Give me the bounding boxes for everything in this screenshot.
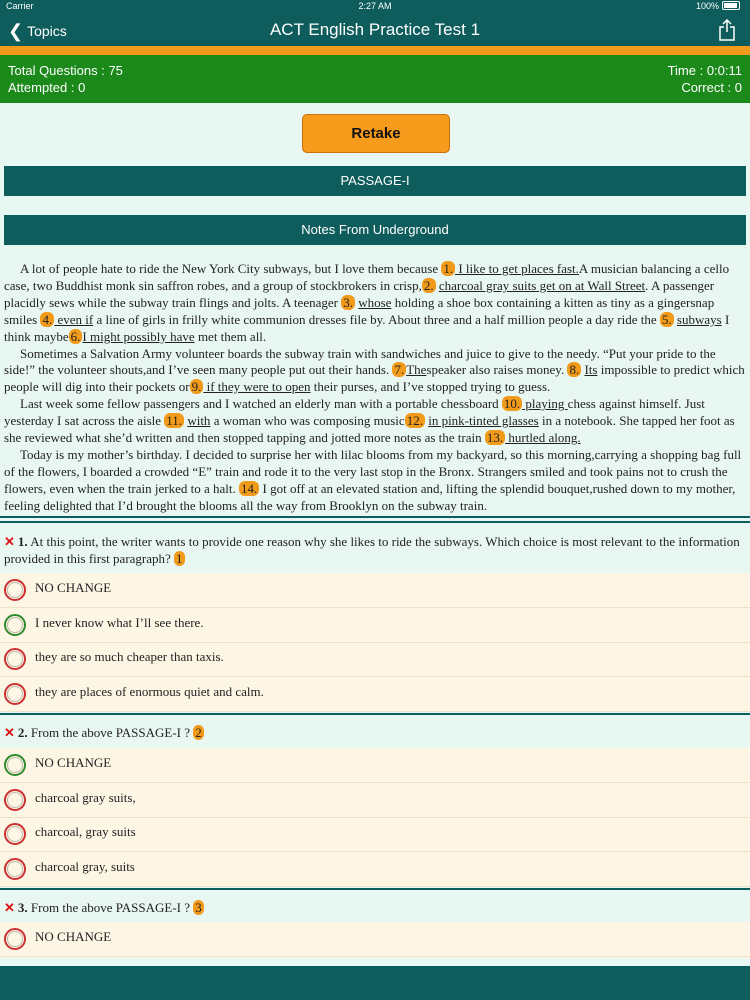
bottom-toolbar <box>0 966 750 1000</box>
radio-icon[interactable] <box>4 754 26 776</box>
options-list <box>0 748 750 887</box>
underlined-text: I might possibly have <box>82 328 195 344</box>
status-bar <box>0 0 750 14</box>
passage-label: PASSAGE-I <box>4 166 746 196</box>
underlined-text: if they were to open <box>203 379 311 395</box>
question-number: 1. <box>17 534 28 549</box>
question-header <box>4 533 746 567</box>
answer-option[interactable] <box>0 817 750 852</box>
passage-text: Last week some fellow passengers and I watched an elderly man with a portable chessboard <box>20 396 502 412</box>
divider <box>0 888 750 890</box>
option-label: I never know what I’ll see there. <box>35 614 204 630</box>
answer-option[interactable] <box>0 642 750 677</box>
option-label: charcoal, gray suits <box>35 824 136 839</box>
passage-paragraph <box>4 261 746 346</box>
clock: 2:27 AM <box>358 1 392 11</box>
question-number: 3. <box>17 900 28 915</box>
question-ref-badge: 1 <box>176 551 183 566</box>
radio-icon[interactable] <box>4 648 26 670</box>
question-marker[interactable]: 4. <box>42 311 53 327</box>
option-label: charcoal gray, suits <box>35 858 135 874</box>
question-marker[interactable]: 3. <box>343 294 353 310</box>
option-label: they are so much cheaper than taxis. <box>35 649 224 664</box>
question-marker[interactable]: 13. <box>486 430 504 446</box>
retake-button[interactable]: Retake <box>302 114 450 153</box>
question-ref-badge: 2 <box>195 725 202 740</box>
underlined-text: with <box>187 413 211 429</box>
passage-text: Sometimes a Salvation Army volunteer boards the subway train with sandwiches and juice to give to the needy. “Put your pride to the side!” the volunteer shouts,and I’ve seen many people put out their hands. <box>4 345 716 378</box>
question-marker[interactable]: 10. <box>503 396 521 412</box>
nav-bar <box>0 14 750 46</box>
answer-option[interactable] <box>0 852 750 887</box>
divider <box>0 516 750 518</box>
divider <box>0 521 750 523</box>
total-questions: Total Questions : 75 <box>8 63 123 78</box>
correct-count: Correct : 0 <box>681 80 742 95</box>
option-label: NO CHANGE <box>35 580 112 595</box>
radio-icon[interactable] <box>4 614 26 636</box>
accent-stripe <box>0 46 750 55</box>
question-text: From the above PASSAGE-I ? <box>30 900 191 915</box>
battery-icon <box>722 1 740 10</box>
passage-text: impossible to predict which people will dig into their pockets or <box>4 362 745 395</box>
divider <box>0 713 750 715</box>
battery-percent: 100% <box>695 1 719 11</box>
underlined-text: in pink-tinted glasses <box>428 413 539 429</box>
question-marker[interactable]: 8. <box>569 362 580 378</box>
stats-bar <box>0 55 750 103</box>
passage-text: holding a shoe box containing a kitten as tiny as a gingersnap smiles <box>4 294 715 327</box>
underlined-text: subways <box>676 311 722 327</box>
passage-text: met them all. <box>194 328 267 344</box>
passage-text: speaker also raises money. <box>426 362 568 378</box>
passage-text: I got off at an elevated station and, lifting the splendid bouquet,rushed down to my mother, feeling delighted that I’d brought the blooms all the way from Brooklyn on the subway train. <box>4 480 736 513</box>
answer-option[interactable] <box>0 677 750 712</box>
passage-text: A musician balancing a cello case, two Buddhist monk sin saffron robes, and a group of stockbrokers in crisp, <box>4 261 730 293</box>
answer-option[interactable] <box>0 783 750 818</box>
underlined-text: whose <box>358 294 392 310</box>
battery-indicator <box>696 1 740 11</box>
attempted-count: Attempted : 0 <box>8 80 86 95</box>
passage-title: Notes From Underground <box>4 215 746 245</box>
underlined-text: The <box>406 362 427 378</box>
radio-icon[interactable] <box>4 579 26 601</box>
options-list <box>0 922 750 958</box>
back-label: Topics <box>27 23 67 39</box>
carrier-label: Carrier <box>6 1 34 11</box>
radio-icon[interactable] <box>4 683 26 705</box>
question-header <box>4 899 746 916</box>
option-label: they are places of enormous quiet and calm. <box>35 683 264 699</box>
passage-body <box>4 261 746 515</box>
question-ref-badge: 3 <box>195 900 202 915</box>
page-title: ACT English Practice Test 1 <box>269 20 481 39</box>
question-text: At this point, the writer wants to provide one reason why she likes to ride the subways. Which choice is most relevant to the information provided in this first paragraph? <box>4 534 740 566</box>
question-number: 2. <box>17 725 28 740</box>
radio-icon[interactable] <box>4 789 26 811</box>
question-marker[interactable]: 2. <box>423 277 434 293</box>
passage-text: a woman who was composing music <box>210 413 405 429</box>
close-icon: ✕ <box>4 725 15 740</box>
question-marker[interactable]: 11. <box>166 413 183 429</box>
radio-icon[interactable] <box>4 858 26 880</box>
options-list <box>0 573 750 712</box>
close-icon: ✕ <box>4 534 15 549</box>
underlined-text: playing <box>522 396 568 412</box>
radio-icon[interactable] <box>4 928 26 950</box>
option-label: charcoal gray suits, <box>35 789 136 805</box>
option-label: NO CHANGE <box>35 755 112 770</box>
underlined-text: charcoal gray suits get on at Wall Street <box>438 277 646 293</box>
passage-text: chess against himself. Just yesterday I sat across the aisle <box>4 396 705 429</box>
answer-option[interactable] <box>0 922 750 957</box>
question-marker[interactable]: 12. <box>406 413 423 429</box>
close-icon: ✕ <box>4 900 15 915</box>
question-marker[interactable]: 5. <box>661 311 672 327</box>
question-marker[interactable]: 14. <box>241 480 258 496</box>
question-text: From the above PASSAGE-I ? <box>30 725 191 740</box>
question-marker[interactable]: 1. <box>443 261 454 276</box>
answer-option[interactable] <box>0 573 750 608</box>
passage-text: . A passenger placidly sews while the subway train flings and jolts. A teenager <box>4 277 715 310</box>
question-header <box>4 724 746 741</box>
passage-text: A lot of people hate to ride the New York City subways, but I love them because <box>20 261 442 276</box>
passage-text: Today is my mother’s birthday. I decided to surprise her with lilac blooms from my backyard, so this morning,carrying a shopping bag full of the flowers, I boarded a crowded “E” train and rode it to the very last stop in the Bronx. Strangers smiled and took pains not to crush the flowers, even when the train jerked to a halt. <box>4 446 742 496</box>
back-button[interactable] <box>8 21 67 42</box>
passage-paragraph <box>4 396 746 447</box>
underlined-text: Its <box>584 362 598 378</box>
timer: Time : 0:0:11 <box>667 63 742 78</box>
question-marker[interactable]: 7. <box>394 362 405 378</box>
option-label: NO CHANGE <box>35 929 112 944</box>
passage-text: their purses, and I’ve stopped trying to guess. <box>310 379 551 395</box>
passage-paragraph <box>4 346 746 397</box>
answer-option[interactable] <box>0 748 750 783</box>
passage-text: I think maybe <box>4 311 730 344</box>
underlined-text: I like to get places fast. <box>455 261 579 276</box>
question-marker[interactable]: 6. <box>70 328 81 344</box>
underlined-text: even if <box>54 311 94 327</box>
chevron-left-icon: ❮ <box>8 21 24 41</box>
underlined-text: hurtled along. <box>505 430 581 446</box>
answer-option[interactable] <box>0 608 750 643</box>
passage-text: in a notebook. She tapped her foot as she reviewed what she’d written and then stopped tapping and jotted more notes as the train <box>4 413 735 446</box>
share-icon[interactable] <box>718 19 736 41</box>
question-marker[interactable]: 9. <box>191 379 202 395</box>
passage-text: a line of girls in frilly white communion dresses file by. About three and a half million people a day ride the <box>93 311 660 327</box>
radio-icon[interactable] <box>4 823 26 845</box>
passage-paragraph <box>4 447 746 515</box>
